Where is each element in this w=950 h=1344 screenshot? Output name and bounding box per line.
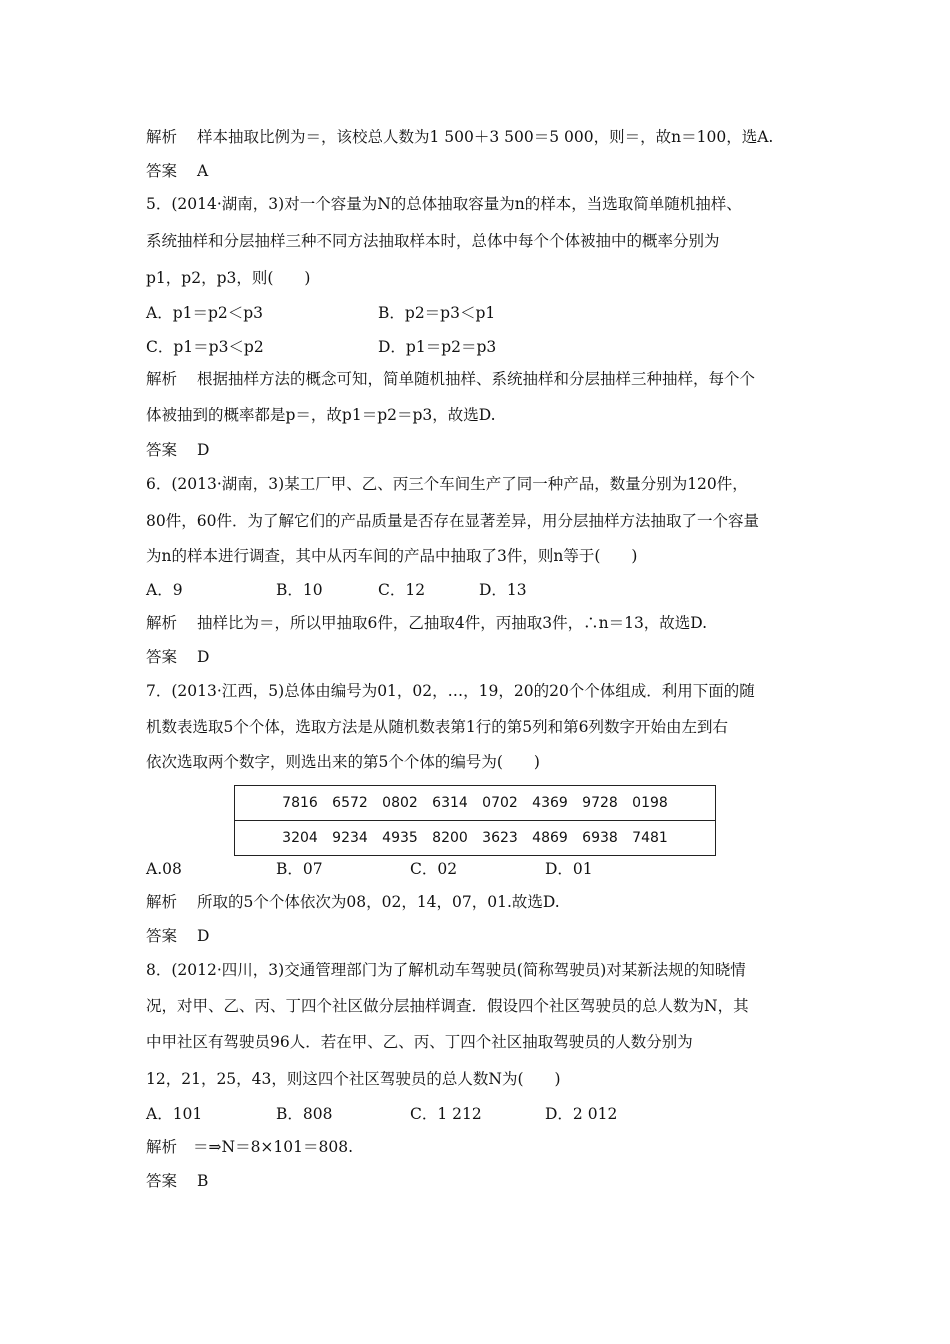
question-8-line-1: 8．(2012·四川，3)交通管理部门为了解机动车驾驶员(简称驾驶员)对某新法规的知晓情 — [146, 961, 746, 979]
random-number: 7816 — [282, 795, 318, 811]
table-row — [235, 821, 716, 856]
analysis-line — [146, 369, 755, 389]
option-d: D．2 012 — [545, 1105, 618, 1123]
option-a: A．101 — [146, 1105, 203, 1123]
analysis-label: 解析 — [146, 1138, 178, 1156]
answer-text: B — [197, 1172, 209, 1190]
analysis-text: 抽样比为＝，所以甲抽取6件，乙抽取4件，丙抽取3件，∴n＝13，故选D. — [197, 614, 708, 632]
random-number: 0802 — [382, 795, 418, 811]
analysis-text: ＝⇒N＝8×101＝808. — [193, 1138, 354, 1156]
option-c: C．1 212 — [410, 1105, 482, 1123]
question-6-line-1: 6．(2013·湖南，3)某工厂甲、乙、丙三个车间生产了同一种产品，数量分别为120件， — [146, 475, 748, 493]
option-a: A．p1＝p2＜p3 — [146, 304, 264, 322]
analysis-line — [146, 613, 707, 633]
answer-text: D — [197, 927, 210, 945]
analysis-label: 解析 — [146, 614, 178, 632]
answer-line — [146, 647, 209, 667]
random-number-table — [234, 785, 716, 856]
table-cell — [235, 786, 716, 821]
random-number: 6572 — [332, 795, 368, 811]
question-7-line-1: 7．(2013·江西，5)总体由编号为01，02，…，19，20的20个个体组成．利用下面的随 — [146, 682, 755, 700]
question-5-line-3: p1，p2，p3，则( ) — [146, 269, 311, 287]
analysis-line — [146, 892, 560, 912]
random-number: 0702 — [482, 795, 518, 811]
random-number: 7481 — [632, 830, 668, 846]
option-b: B．10 — [276, 581, 323, 599]
option-b: B．07 — [276, 860, 323, 878]
answer-line — [146, 926, 209, 946]
analysis-label: 解析 — [146, 370, 178, 388]
analysis-label: 解析 — [146, 128, 178, 146]
option-d: D．13 — [479, 581, 527, 599]
answer-label: 答案 — [146, 1172, 178, 1190]
question-5-line-1: 5．(2014·湖南，3)对一个容量为N的总体抽取容量为n的样本，当选取简单随机抽样、 — [146, 195, 742, 213]
answer-label: 答案 — [146, 162, 178, 180]
question-6-line-3: 为n的样本进行调查，其中从丙车间的产品中抽取了3件，则n等于( ) — [146, 547, 638, 565]
answer-line — [146, 161, 208, 181]
random-number: 9234 — [332, 830, 368, 846]
analysis-continued: 体被抽到的概率都是p＝，故p1＝p2＝p3，故选D. — [146, 406, 496, 424]
random-number: 4869 — [532, 830, 568, 846]
option-c: C．p1＝p3＜p2 — [146, 338, 264, 356]
random-number: 3204 — [282, 830, 318, 846]
analysis-text: 样本抽取比例为＝，该校总人数为1 500＋3 500＝5 000，则＝，故n＝100，选A. — [197, 128, 774, 146]
analysis-text: 根据抽样方法的概念可知，简单随机抽样、系统抽样和分层抽样三种抽样，每个个 — [197, 370, 756, 388]
question-5-line-2: 系统抽样和分层抽样三种不同方法抽取样本时，总体中每个个体被抽中的概率分别为 — [146, 232, 720, 250]
random-number: 6314 — [432, 795, 468, 811]
answer-line — [146, 1171, 208, 1191]
question-8-line-3: 中甲社区有驾驶员96人．若在甲、乙、丙、丁四个社区抽取驾驶员的人数分别为 — [146, 1033, 693, 1051]
option-b: B．808 — [276, 1105, 333, 1123]
option-c: C．02 — [410, 860, 458, 878]
question-7-line-3: 依次选取两个数字，则选出来的第5个个体的编号为( ) — [146, 753, 540, 771]
question-6-line-2: 80件，60件．为了解它们的产品质量是否存在显著差异，用分层抽样方法抽取了一个容量 — [146, 512, 759, 530]
option-b: B．p2＝p3＜p1 — [378, 304, 496, 322]
option-d: D．p1＝p2＝p3 — [378, 338, 497, 356]
random-number: 3623 — [482, 830, 518, 846]
option-a: A．9 — [146, 581, 183, 599]
answer-text: D — [197, 648, 210, 666]
question-7-line-2: 机数表选取5个个体，选取方法是从随机数表第1行的第5列和第6列数字开始由左到右 — [146, 718, 728, 736]
analysis-line — [146, 127, 773, 147]
option-a: A.08 — [146, 860, 182, 878]
answer-label: 答案 — [146, 441, 178, 459]
analysis-label: 解析 — [146, 893, 178, 911]
analysis-line — [146, 1137, 353, 1157]
random-number: 9728 — [582, 795, 618, 811]
random-number: 4369 — [532, 795, 568, 811]
answer-label: 答案 — [146, 648, 178, 666]
question-8-line-2: 况，对甲、乙、丙、丁四个社区做分层抽样调查．假设四个社区驾驶员的总人数为N，其 — [146, 997, 749, 1015]
answer-text: A — [197, 162, 209, 180]
question-8-line-4: 12，21，25，43，则这四个社区驾驶员的总人数N为( ) — [146, 1070, 561, 1088]
answer-label: 答案 — [146, 927, 178, 945]
random-number: 8200 — [432, 830, 468, 846]
random-number: 4935 — [382, 830, 418, 846]
analysis-text: 所取的5个个体依次为08，02，14，07，01.故选D. — [197, 893, 560, 911]
answer-text: D — [197, 441, 210, 459]
random-number: 0198 — [632, 795, 668, 811]
table-row — [235, 786, 716, 821]
table-cell — [235, 821, 716, 856]
random-number: 6938 — [582, 830, 618, 846]
option-c: C．12 — [378, 581, 426, 599]
answer-line — [146, 440, 209, 460]
option-d: D．01 — [545, 860, 593, 878]
